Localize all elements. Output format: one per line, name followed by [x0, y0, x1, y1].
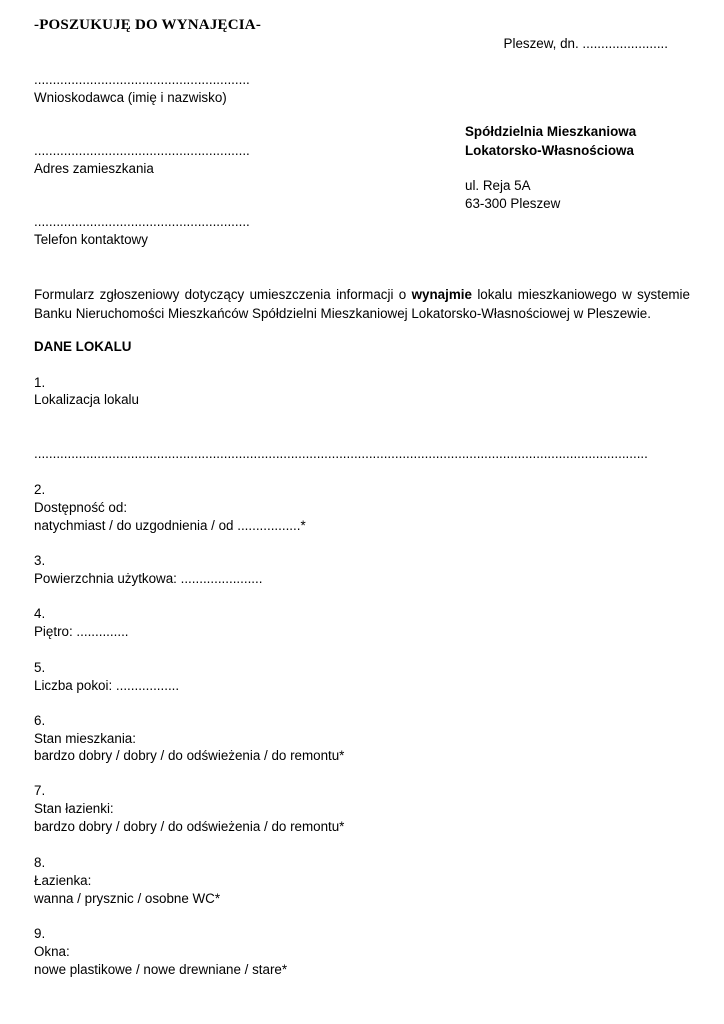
applicant-address-label: Adres zamieszkania — [34, 161, 154, 176]
applicant-name-label: Wnioskodawca (imię i nazwisko) — [34, 90, 227, 105]
item-label-bathroom: Łazienka: — [34, 873, 92, 888]
item-number: 3. — [34, 553, 46, 568]
item-label-area[interactable]: Powierzchnia użytkowa: ...................... — [34, 571, 263, 586]
item-number: 4. — [34, 606, 46, 621]
recipient-city: 63-300 Pleszew — [465, 196, 561, 211]
recipient-name-line1: Spółdzielnia Mieszkaniowa — [465, 124, 637, 139]
bathroom-options[interactable]: wanna / prysznic / osobne WC* — [34, 891, 221, 906]
applicant-address-line[interactable]: .......................................................... — [34, 143, 250, 158]
applicant-phone-label: Telefon kontaktowy — [34, 232, 148, 247]
section-title: DANE LOKALU — [34, 339, 132, 354]
item-label-rooms[interactable]: Liczba pokoi: ................. — [34, 678, 180, 693]
recipient-street: ul. Reja 5A — [465, 178, 531, 193]
item-label-availability: Dostępność od: — [34, 500, 128, 515]
item-number: 5. — [34, 660, 46, 675]
item-label-apartment-condition: Stan mieszkania: — [34, 731, 136, 746]
item-number: 7. — [34, 783, 46, 798]
item-label-windows: Okna: — [34, 944, 70, 959]
item-label-floor[interactable]: Piętro: .............. — [34, 624, 129, 639]
item-label-bathroom-condition: Stan łazienki: — [34, 801, 114, 816]
recipient-name-line2: Lokatorsko-Własnościowa — [465, 143, 634, 158]
location-input-line[interactable]: ..................................................................................................................................................................... — [34, 446, 648, 461]
place-date-field[interactable]: Pleszew, dn. ....................... — [503, 36, 668, 51]
availability-options[interactable]: natychmiast / do uzgodnienia / od .................* — [34, 518, 306, 533]
apartment-condition-options[interactable]: bardzo dobry / dobry / do odświeżenia / do remontu* — [34, 748, 345, 763]
item-number: 2. — [34, 482, 46, 497]
bathroom-condition-options[interactable]: bardzo dobry / dobry / do odświeżenia / do remontu* — [34, 819, 345, 834]
item-number: 1. — [34, 375, 46, 390]
intro-text-after: lokalu mieszkaniowego w systemie Banku Nieruchomości Mieszkańców Spółdzielni Mieszkaniowej Lokatorsko-Własnościowej w Pleszewie. — [34, 287, 690, 321]
windows-options[interactable]: nowe plastikowe / nowe drewniane / stare* — [34, 962, 288, 977]
item-number: 8. — [34, 855, 46, 870]
item-number: 6. — [34, 713, 46, 728]
applicant-name-line[interactable]: .......................................................... — [34, 72, 250, 87]
applicant-phone-line[interactable]: .......................................................... — [34, 214, 250, 229]
intro-paragraph — [34, 285, 690, 323]
document-title: -POSZUKUJĘ DO WYNAJĘCIA- — [34, 17, 262, 33]
intro-text-before: Formularz zgłoszeniowy dotyczący umieszczenia informacji o — [34, 287, 412, 302]
intro-text-bold: wynajmie — [411, 287, 472, 302]
item-label-location: Lokalizacja lokalu — [34, 392, 139, 407]
item-number: 9. — [34, 926, 46, 941]
